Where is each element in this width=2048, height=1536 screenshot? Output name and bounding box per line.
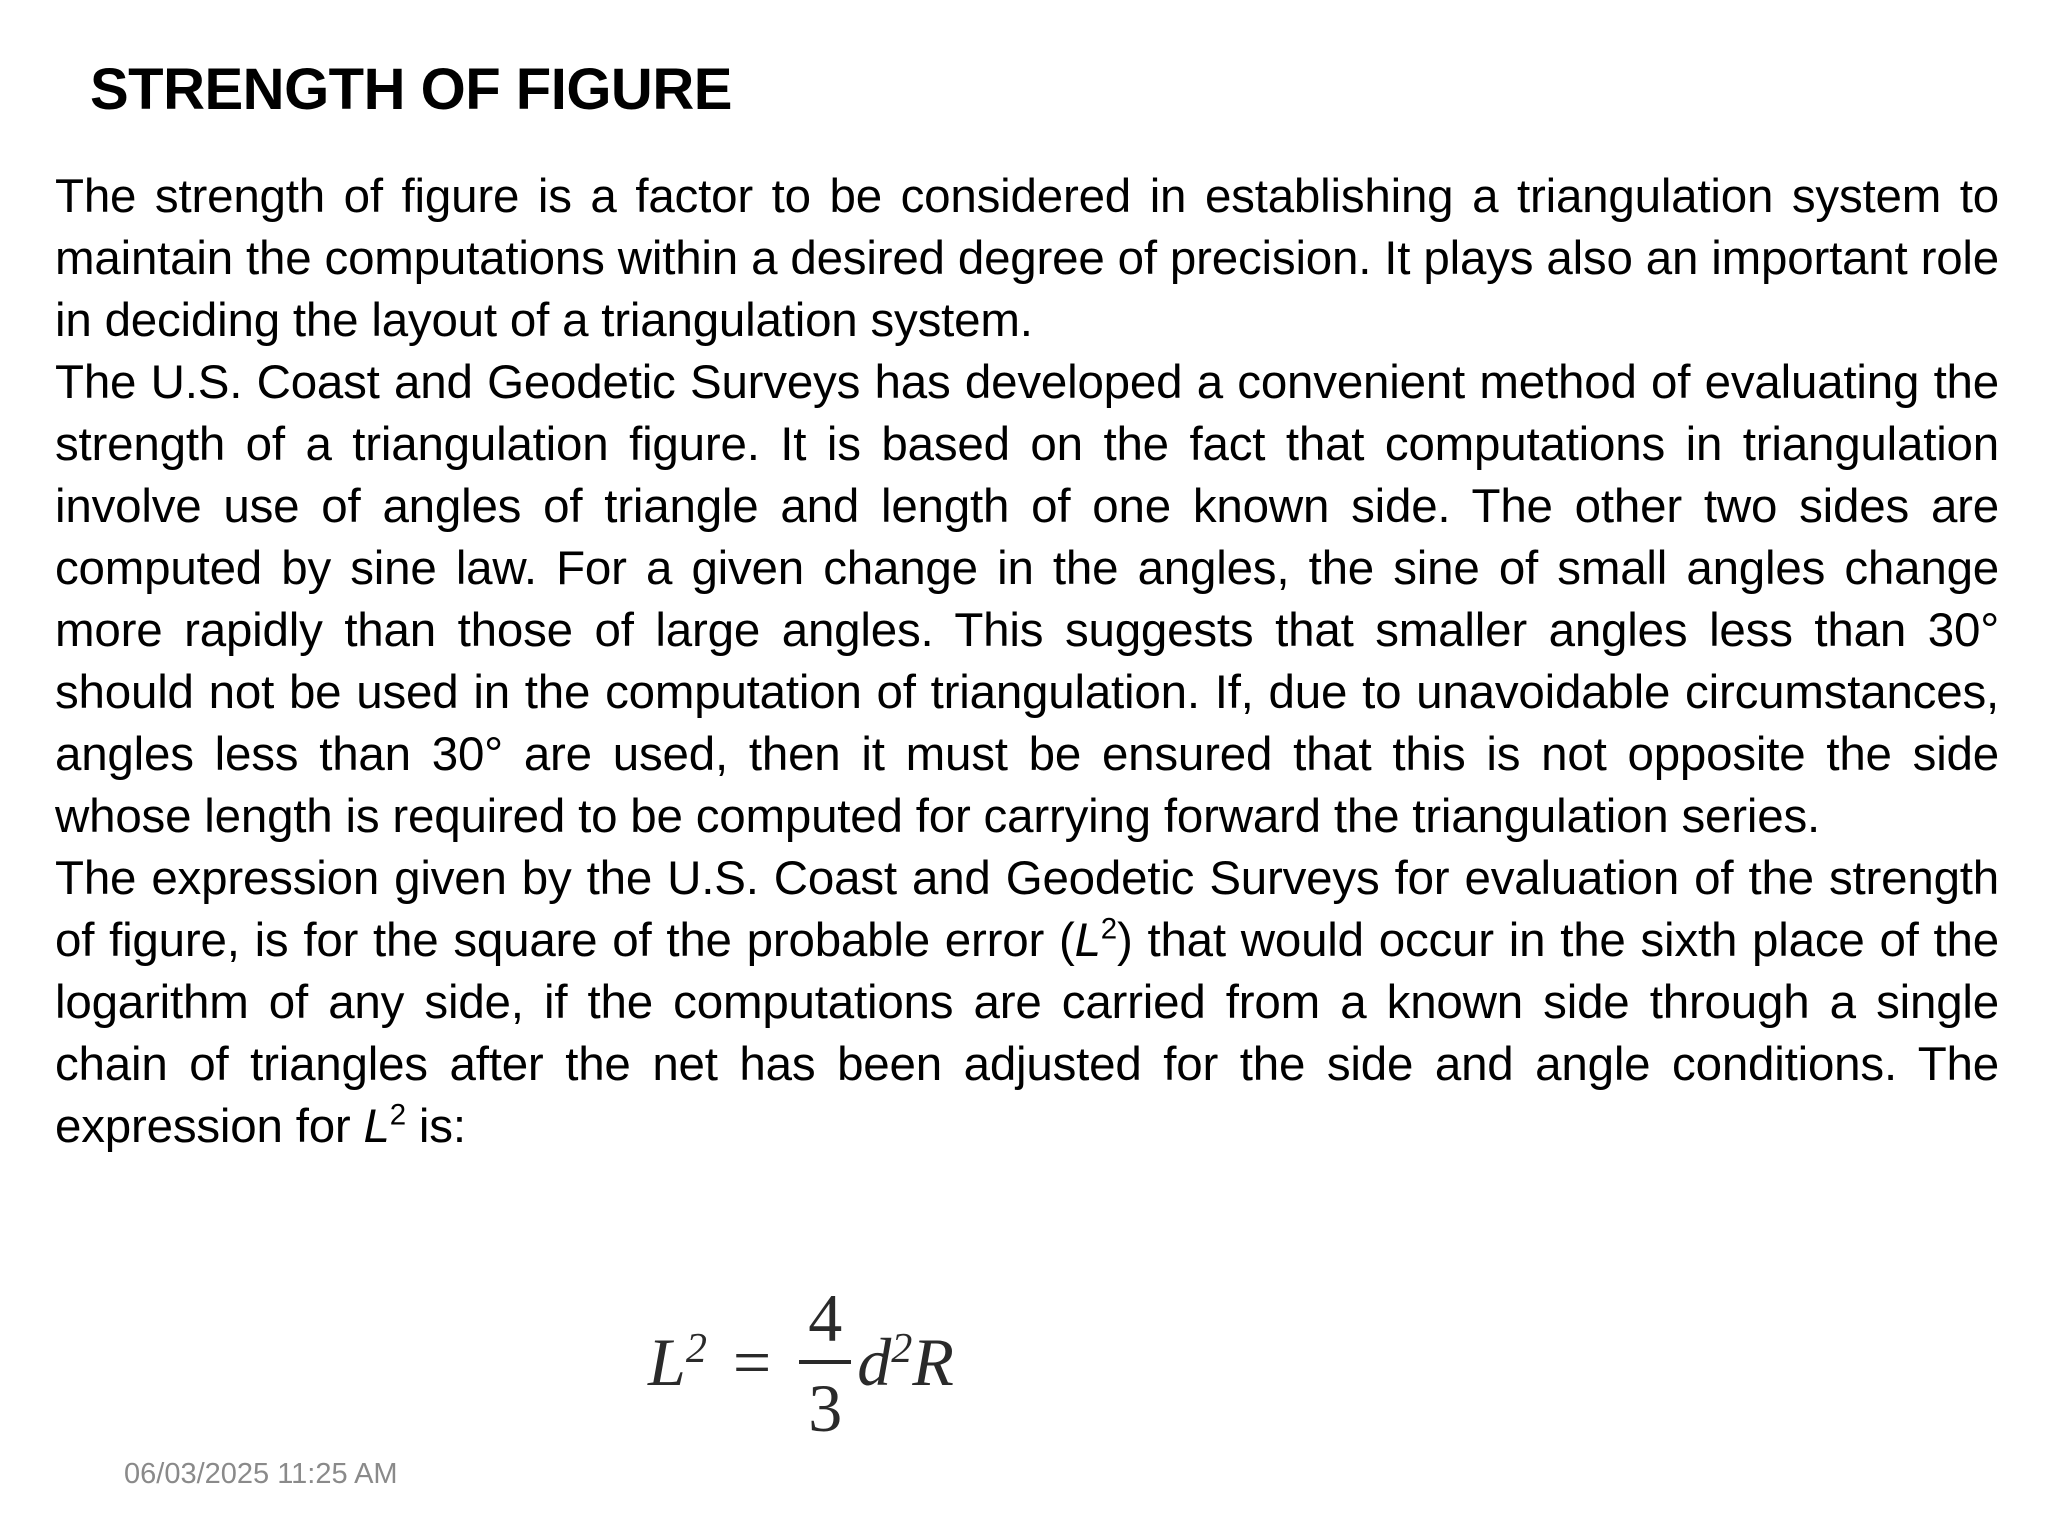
paragraph-3-part-3: is: bbox=[405, 1100, 466, 1153]
slide-title: STRENGTH OF FIGURE bbox=[90, 57, 732, 122]
formula-exponent: 2 bbox=[685, 1324, 707, 1372]
formula-rhs bbox=[857, 1323, 954, 1402]
formula-fraction bbox=[799, 1279, 851, 1446]
paragraph-1: The strength of figure is a factor to be considered in establishing a triangulation system to maintain the computations within a desired degree of precision. It plays also an important role in deciding the layout of a triangulation system. bbox=[55, 170, 1999, 347]
fraction-denominator: 3 bbox=[808, 1369, 843, 1446]
date-footer: 06/03/2025 11:25 AM bbox=[124, 1458, 398, 1490]
paragraph-3-part-2: ) that would occur in the sixth place of the logarithm of any side, if the computations are carried from a known side through a single chain of triangles after the net has been adjusted for the side and angle conditions. The expression for bbox=[55, 914, 1999, 1153]
variable-l: L bbox=[363, 1100, 390, 1153]
body-text bbox=[55, 166, 1999, 1158]
formula-image bbox=[648, 1275, 954, 1450]
formula-var-r: R bbox=[912, 1324, 954, 1400]
formula-var-d: d bbox=[857, 1324, 892, 1400]
formula-lhs bbox=[648, 1323, 707, 1402]
paragraph-3 bbox=[55, 848, 1999, 1158]
exponent: 2 bbox=[389, 1098, 406, 1132]
paragraph-3-part-1: The expression given by the U.S. Coast and Geodetic Surveys for evaluation of the strength of figure, is for the square of the probable error ( bbox=[55, 852, 1999, 967]
exponent: 2 bbox=[1100, 912, 1117, 946]
formula-equals: = bbox=[732, 1324, 772, 1400]
formula-exponent: 2 bbox=[891, 1324, 913, 1372]
formula-var-l: L bbox=[648, 1324, 686, 1400]
variable-l: L bbox=[1074, 914, 1101, 967]
fraction-numerator: 4 bbox=[808, 1279, 843, 1356]
paragraph-2: The U.S. Coast and Geodetic Surveys has developed a convenient method of evaluating the strength of a triangulation figure. It is based on the fact that computations in triangulation involve use of angles of triangle and length of one known side. The other two sides are computed by sine law. For a given change in the angles, the sine of small angles change more rapidly than those of large angles. This suggests that smaller angles less than 30° should not be used in the computation of triangulation. If, due to unavoidable circumstances, angles less than 30° are used, then it must be ensured that this is not opposite the side whose length is required to be computed for carrying forward the triangulation series. bbox=[55, 356, 1999, 843]
